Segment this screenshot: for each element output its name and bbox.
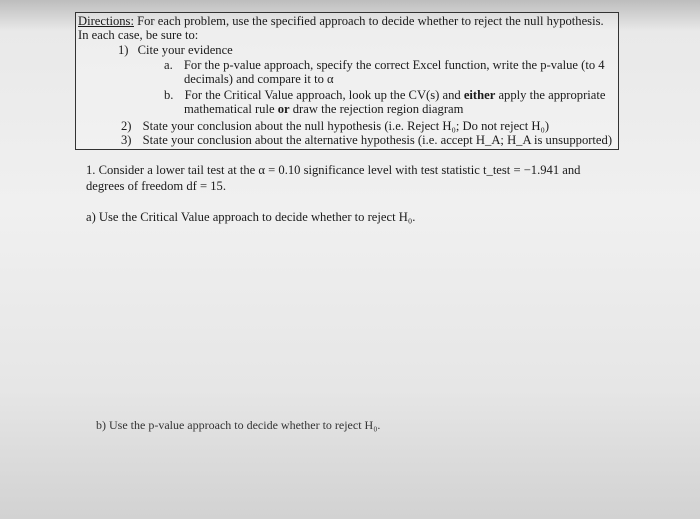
- directions-text: For each problem, use the specified approach to decide whether to reject the null hypothesis.: [137, 14, 604, 28]
- item-3-text: State your conclusion about the alternative hypothesis (i.e. accept H_A; H_A is unsupported): [142, 133, 613, 147]
- item-1a-text-1: For the p-value approach, specify the correct Excel function, write the p-value (to 4: [183, 58, 605, 72]
- item-2-text: State your conclusion about the null hypothesis (i.e. Reject H₀; Do not reject H₀): [142, 119, 550, 133]
- item-1b-text-2b: draw the rejection region diagram: [289, 102, 464, 116]
- item-3: [121, 133, 612, 147]
- item-1b-emphasis-or: or: [277, 102, 290, 116]
- case-line: In each case, be sure to:: [78, 28, 199, 42]
- item-1a-line-2: decimals) and compare it to α: [184, 72, 334, 86]
- item-3-number: 3): [121, 133, 132, 147]
- item-1b-line-2: [184, 102, 463, 116]
- item-1b-text-2a: mathematical rule: [184, 102, 278, 116]
- directions-intro: [78, 14, 604, 28]
- item-1b-emphasis-either: either: [463, 88, 496, 102]
- item-1-number: 1): [118, 43, 129, 57]
- item-1b-text-1b: apply the appropriate: [495, 88, 606, 102]
- part-a-question: a) Use the Critical Value approach to decide whether to reject H₀.: [86, 210, 416, 224]
- problem-1-line-1: 1. Consider a lower tail test at the α = 0.10 significance level with test statistic t_test = −1.941 and: [86, 163, 581, 177]
- problem-1-line-2: degrees of freedom df = 15.: [86, 179, 226, 193]
- part-b-question: b) Use the p-value approach to decide whether to reject H₀.: [96, 418, 381, 432]
- item-1b-line-1: [164, 88, 605, 102]
- item-1a-line-1: [164, 58, 605, 72]
- directions-label: Directions:: [78, 14, 134, 28]
- item-1a-letter: a.: [164, 58, 173, 72]
- item-1: [118, 43, 233, 57]
- item-1-text: Cite your evidence: [137, 43, 233, 57]
- item-1b-text-1a: For the Critical Value approach, look up the CV(s) and: [184, 88, 464, 102]
- item-2: [121, 119, 549, 133]
- item-1b-letter: b.: [164, 88, 174, 102]
- item-2-number: 2): [121, 119, 132, 133]
